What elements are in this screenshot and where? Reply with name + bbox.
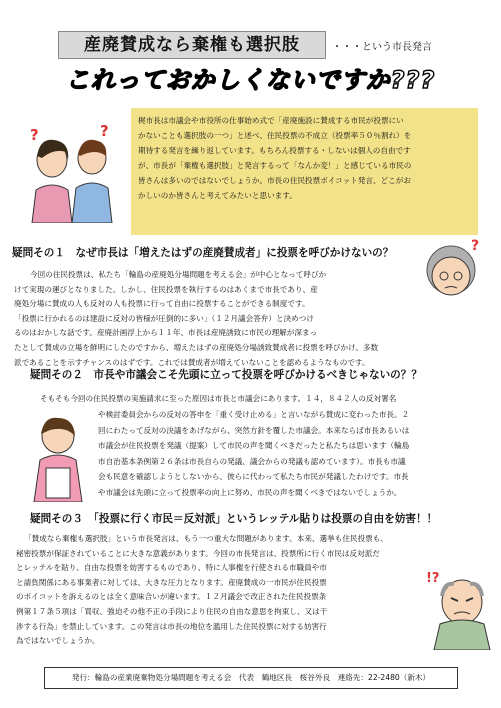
body-line: 今回の住民投票は、私たち「輪島の産廃処分場問題を考える会」が中心となって呼びか	[30, 270, 327, 279]
body-line: や検討委員会からの反対の答申を「重く受け止める」と言いながら賛成に変わった市長。２	[98, 410, 410, 419]
question-2-first-line: そもそも今回の住民投票の実施請求に至った原因は市長と市議会にあります。１４，８４２人の反対署名	[40, 394, 397, 403]
body-line: 廃処分場に賛成の人も反対の人も投票に行って自由に投票することができる制度です。	[14, 299, 310, 309]
svg-text:!?: !?	[426, 571, 440, 586]
body-line: と請負関係にある事業者に対しては、大きな圧力となります。産廃賛成の一市民が住民投票	[16, 577, 327, 587]
question-1-title: 疑問その１ なぜ市長は「増えたはずの産廃賛成者」に投票を呼びかけないの？	[12, 247, 394, 259]
subtitle: ・・・という市長発言	[332, 42, 432, 53]
body-line: 市自治基本条例第２６条は市長自らの発議、議会からの発議も認めています）。市長も市議	[98, 456, 406, 466]
svg-text:?: ?	[100, 122, 109, 140]
body-line: とレッテルを貼り、自由な投票を妨害するものであり、特に人事権を行使される市職員や市	[16, 563, 327, 573]
intro-line: 梶市長は市議会や市役所の仕事始め式で「産廃施設に賛成する市民が投票にい	[138, 116, 404, 125]
body-line: 回にわたって反対の決議をあげながら、突然方針を覆した市議会。本来ならば市長あるいは	[98, 425, 410, 435]
intro-line: 皆さんは多いのではないでしょうか。市長の住民投票ボイコット発言、どこがお	[138, 176, 411, 185]
headline-banner	[58, 31, 326, 59]
body-line: けて実現の運びとなりました。しかし、住民投票を執行するのはあくまで市長であり、産	[14, 284, 318, 294]
woman-in-apron-illustration	[26, 414, 90, 502]
body-line: 秘密投票が保証されていることに大きな意義があります。今回の市長発言は、投票所に行く市民は反対派だ	[16, 548, 380, 558]
publisher-footer	[44, 667, 458, 689]
body-line: や市議会は先頭に立って投票率の向上に努め、市民の声を聞くべきではないでしょうか。	[98, 487, 402, 497]
headline-text: 産廃賛成なら棄権も選択肢	[84, 35, 300, 55]
svg-text:?: ?	[30, 126, 39, 144]
intro-line: が、市長が「棄権も選択肢」と発言するって「なんか変！」と感じている市民の	[138, 161, 412, 170]
question-3-title: 疑問その３ 「投票に行く市民＝反対派」というレッテル貼りは投票の自由を妨害！！	[30, 513, 438, 525]
body-line: るのはおかしな話です。産廃計画浮上から１１年、市長は産廃誘致に市民の理解が深まっ	[14, 328, 318, 338]
body-line: 「投票に行かれるのは建設に反対の皆様が圧倒的に多い」（１２月議会答弁）と決めつけ	[14, 313, 314, 323]
svg-text:?: ?	[471, 238, 480, 254]
angry-old-man-illustration	[424, 566, 494, 650]
main-title: これっておかしくないですか???	[65, 66, 436, 94]
body-line: 渉する行為」を禁止しています。この発言は市長の地位を濫用した住民投票に対する妨害行	[16, 621, 327, 631]
question-2-body	[98, 407, 494, 501]
intro-line: かないことも選択肢の一つ」と述べ、住民投票の不成立（投票率５０％割れ）を	[138, 131, 412, 140]
body-line: たとして賛成の立場を鮮明にしたのですから、増えたはずの産廃処分場誘致賛成者に投票を呼びかけ、多数	[14, 342, 379, 352]
body-line: のボイコットを訴えるのとは全く意味合いが違います。１２月議会で改正された住民投票条	[16, 592, 327, 602]
body-line: 派であることを示すチャンスのはずです。これでは賛成者が増えていないことを認めるようなものです。	[14, 357, 370, 367]
body-line: 会も民意を確認しようとしないから、彼らに代わって私たち市民が発議したわけです。市長	[98, 472, 409, 482]
footer-text: 発行：輪島の産業廃棄物処分場問題を考える会 代表 鶴地区長 桜谷外良 連絡先：22-2480（新木）	[71, 673, 431, 682]
question-2-title: 疑問その２ 市長や市議会こそ先頭に立って投票を呼びかけるべきじゃないの？？	[30, 369, 422, 381]
body-line: 為ではないでしょうか。	[16, 636, 100, 646]
body-line: 「賛成なら棄権も選択肢」という市長発言は、もう一つ重大な問題があります。本来、選挙も住民投票も、	[24, 534, 388, 543]
elderly-woman-illustration	[415, 236, 487, 308]
intro-line: かしいのか皆さんと考えてみたいと思います。	[138, 191, 297, 200]
intro-text	[138, 113, 473, 203]
intro-line: 期待する発言を繰り返しています。もちろん投票する・しないは個人の自由です	[138, 146, 411, 155]
body-line: 市議会が住民投票を発議（提案）して市民の声を聞くべきだったと私たちは思います（輪島	[98, 441, 410, 451]
confused-couple-illustration	[20, 118, 125, 223]
body-line: 例第１７条５項は「買収、強迫その他不正の手段により住民の自由な意思を拘束し、又は干	[16, 606, 328, 616]
